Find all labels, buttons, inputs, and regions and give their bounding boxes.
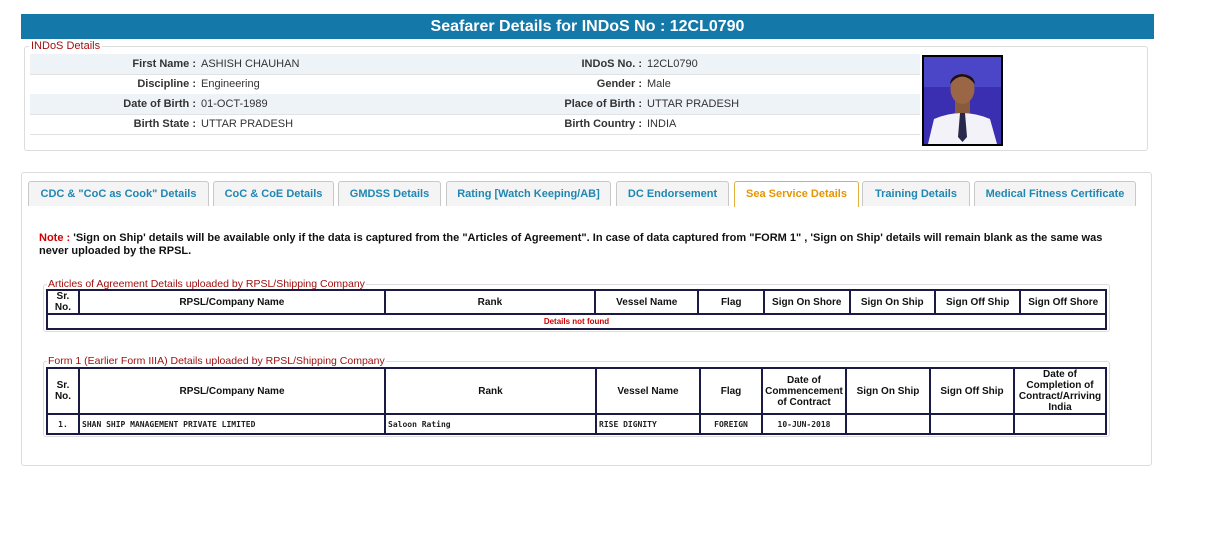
seafarer-photo	[922, 55, 1003, 146]
details-panel	[21, 172, 1152, 466]
tab-rating-watch-keeping[interactable]: Rating [Watch Keeping/AB]	[446, 181, 611, 206]
table-row	[47, 314, 1106, 329]
cell-company-name: SHAN SHIP MANAGEMENT PRIVATE LIMITED	[79, 414, 385, 434]
tab-training-details[interactable]: Training Details	[862, 181, 970, 206]
cell-vessel-name: RISE DIGNITY	[596, 414, 700, 434]
table-header-row	[47, 290, 1106, 314]
cell-sign-off-ship	[930, 414, 1014, 434]
first-name-value: ASHISH CHAUHAN	[201, 58, 300, 70]
tab-coc-coe-details[interactable]: CoC & CoE Details	[213, 181, 334, 206]
col-vessel-name: Vessel Name	[595, 290, 698, 314]
info-row	[30, 74, 920, 95]
form1-table	[46, 367, 1107, 435]
first-name-label: First Name :	[132, 58, 196, 70]
articles-table	[46, 289, 1107, 330]
cell-date-of-commencement: 10-JUN-2018	[762, 414, 846, 434]
col-rank: Rank	[385, 368, 596, 414]
articles-legend: Articles of Agreement Details uploaded by RPSL/Shipping Company	[48, 278, 365, 290]
col-sign-off-ship: Sign Off Ship	[930, 368, 1014, 414]
tab-gmdss-details[interactable]: GMDSS Details	[338, 181, 441, 206]
birth-country-label: Birth Country :	[564, 118, 642, 130]
info-row	[30, 94, 920, 115]
col-date-of-completion: Date of Completion of Contract/Arriving India	[1014, 368, 1106, 414]
dob-value: 01-OCT-1989	[201, 98, 268, 110]
discipline-label: Discipline :	[137, 78, 196, 90]
indos-no-label: INDoS No. :	[581, 58, 642, 70]
place-of-birth-label: Place of Birth :	[564, 98, 642, 110]
tab-sea-service-details[interactable]: Sea Service Details	[734, 181, 859, 207]
dob-label: Date of Birth :	[123, 98, 196, 110]
tab-medical-fitness-certificate[interactable]: Medical Fitness Certificate	[974, 181, 1136, 206]
indos-no-value: 12CL0790	[647, 58, 698, 70]
col-sign-off-shore: Sign Off Shore	[1020, 290, 1106, 314]
tab-dc-endorsement[interactable]: DC Endorsement	[616, 181, 729, 206]
place-of-birth-value: UTTAR PRADESH	[647, 98, 740, 110]
col-date-of-commencement: Date of Commencement of Contract	[762, 368, 846, 414]
info-row	[30, 54, 920, 75]
indos-details-legend: INDoS Details	[31, 40, 101, 52]
cell-flag: FOREIGN	[700, 414, 762, 434]
person-photo-icon	[924, 57, 1001, 144]
table-header-row	[47, 368, 1106, 414]
table-row	[47, 414, 1106, 434]
details-not-found-message: Details not found	[47, 314, 1106, 329]
col-flag: Flag	[698, 290, 764, 314]
info-row	[30, 114, 920, 135]
birth-country-value: INDIA	[647, 118, 677, 130]
col-sign-off-ship: Sign Off Ship	[935, 290, 1020, 314]
cell-date-of-completion	[1014, 414, 1106, 434]
birth-state-label: Birth State :	[133, 118, 196, 130]
col-company-name: RPSL/Company Name	[79, 290, 385, 314]
col-flag: Flag	[700, 368, 762, 414]
sign-on-ship-note	[39, 232, 1119, 258]
birth-state-value: UTTAR PRADESH	[201, 118, 294, 130]
col-vessel-name: Vessel Name	[596, 368, 700, 414]
tab-cdc-details[interactable]: CDC & "CoC as Cook" Details	[28, 181, 209, 206]
cell-rank: Saloon Rating	[385, 414, 596, 434]
gender-value: Male	[647, 78, 671, 90]
discipline-value: Engineering	[201, 78, 260, 90]
gender-label: Gender :	[596, 78, 642, 90]
cell-sr-no: 1.	[47, 414, 79, 434]
col-sign-on-shore: Sign On Shore	[764, 290, 850, 314]
col-sign-on-ship: Sign On Ship	[850, 290, 935, 314]
note-text: 'Sign on Ship' details will be available only if the data is captured from the "Articles of Agreement". In case of data captured from "FORM 1" , 'Sign on Ship' details will remain blank as the same was never uploaded by the RPSL.	[39, 232, 1103, 257]
col-sign-on-ship: Sign On Ship	[846, 368, 930, 414]
form1-legend: Form 1 (Earlier Form IIIA) Details uploaded by RPSL/Shipping Company	[48, 355, 385, 367]
col-rank: Rank	[385, 290, 595, 314]
cell-sign-on-ship	[846, 414, 930, 434]
col-company-name: RPSL/Company Name	[79, 368, 385, 414]
page-title: Seafarer Details for INDoS No : 12CL0790	[21, 14, 1154, 39]
col-sr-no: Sr. No.	[47, 290, 79, 314]
col-sr-no: Sr. No.	[47, 368, 79, 414]
note-prefix: Note :	[39, 232, 71, 244]
